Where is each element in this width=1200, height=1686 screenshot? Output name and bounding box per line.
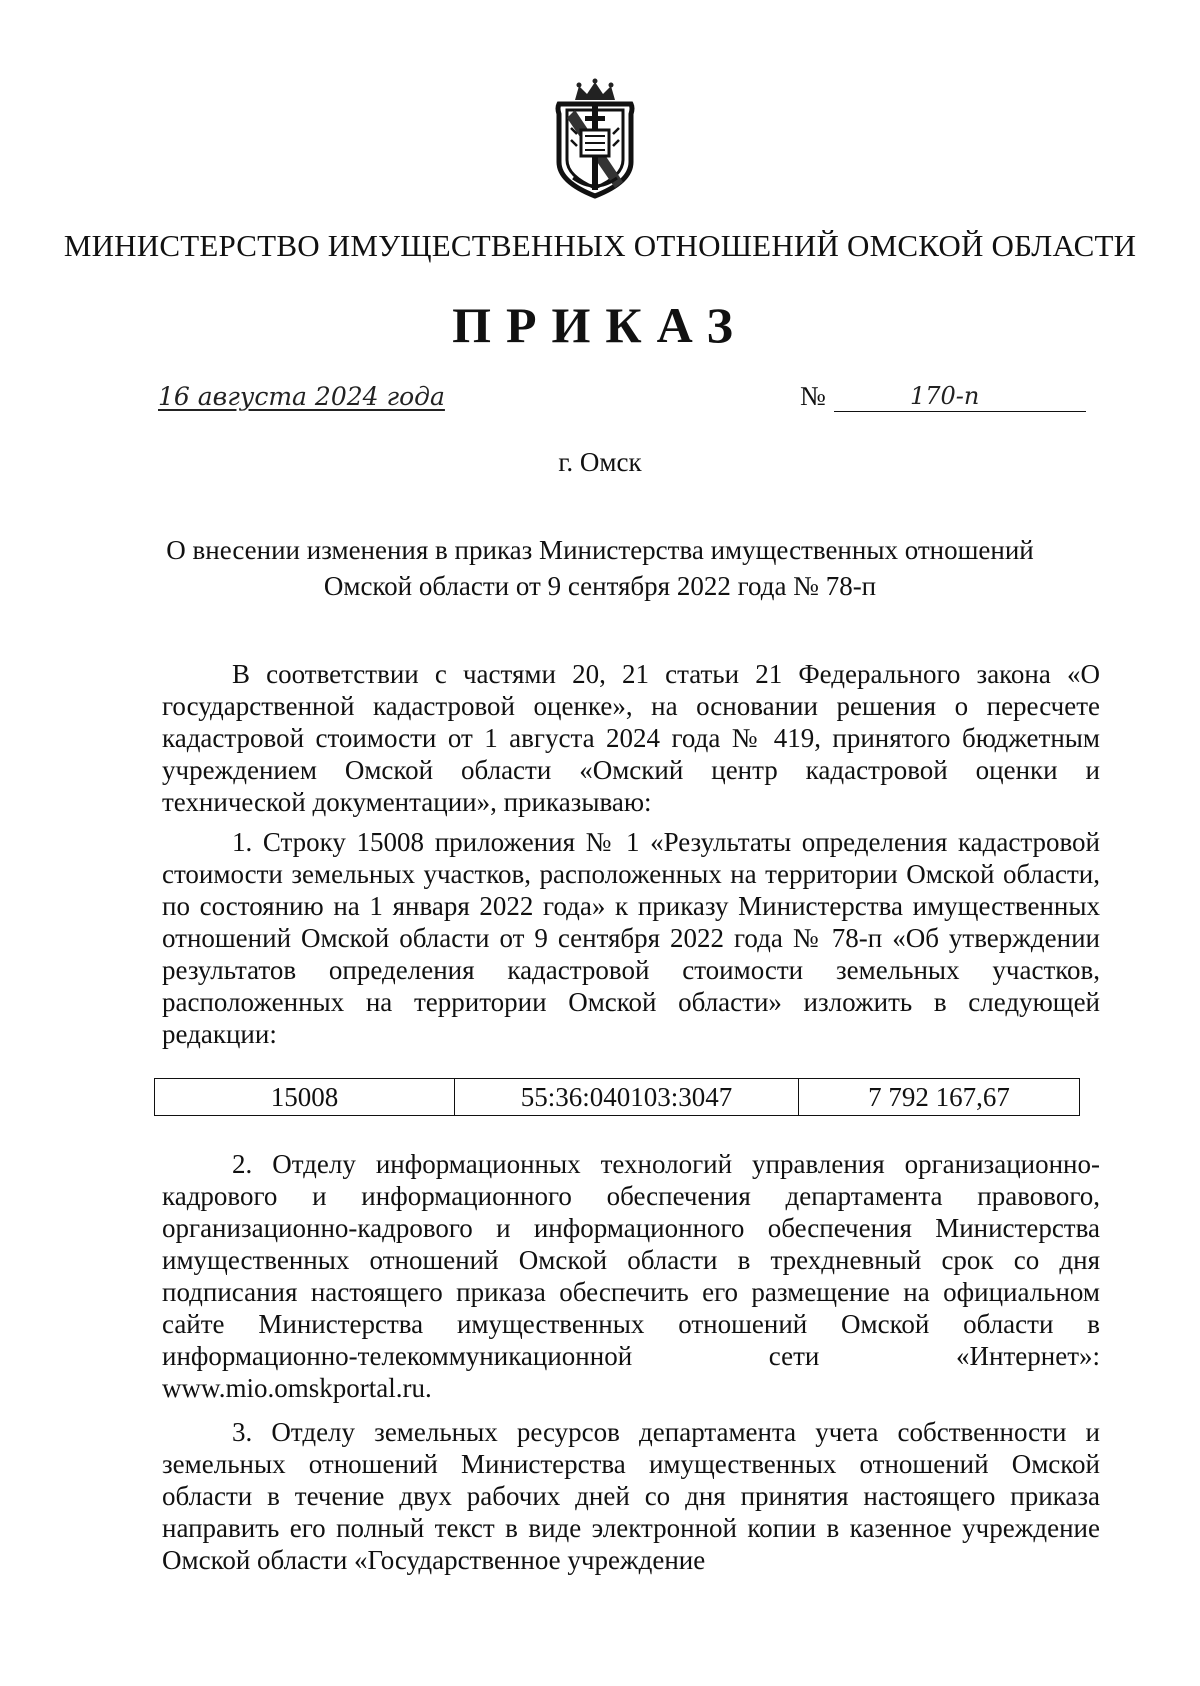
item-1-paragraph: [162, 826, 1100, 1050]
order-date-handwritten: 16 августа 2024 года: [158, 382, 445, 411]
item-3-paragraph: [162, 1416, 1100, 1576]
number-sign: №: [800, 381, 826, 411]
paragraph-text: В соответствии с частями 20, 21 статьи 21 Федерального закона «О государственной кадастровой оценке», на основании решения о пересчете кадастровой стоимости от 1 августа 2024 года № 419, принятого бюджетным учреждением Омской области «Омский центр кадастровой оценки и технической документации», приказываю:: [162, 659, 1100, 817]
order-number-handwritten: 170-п: [910, 382, 980, 410]
item-2-paragraph: [162, 1148, 1100, 1404]
city-name: г. Омск: [558, 447, 642, 477]
cadastral-value-table-row: [154, 1078, 1080, 1116]
paragraph-text: 2. Отделу информационных технологий управления организационно-кадрового и информационного обеспечения департамента правового, организационно-кадрового и информационного обеспечения Министерства имущественных отношений Омской области в трехдневный срок со дня подписания настоящего приказа обеспечить его размещение на официальном сайте Министерства имущественных отношений Омской области в информационно-телекоммуникационной сети «Интернет»: www.mio.omskportal.ru.: [162, 1149, 1100, 1403]
order-number-block: [800, 381, 1086, 417]
paragraph-text: 3. Отделу земельных ресурсов департамента учета собственности и земельных отношений Министерства имущественных отношений Омской области в течение двух рабочих дней со дня принятия настоящего приказа направить его полный текст в виде электронной копии в казенное учреждение Омской области «Государственное учреждение: [162, 1417, 1100, 1575]
subject-line-2: Омской области от 9 сентября 2022 года № 78-п: [323, 571, 877, 601]
number-underline: [834, 411, 1086, 412]
table-cell-cadastral-number: 55:36:040103:3047: [455, 1079, 799, 1115]
table-cell-cadastral-value: 7 792 167,67: [868, 1081, 1010, 1112]
paragraph-text: 1. Строку 15008 приложения № 1 «Результаты определения кадастровой стоимости земельных участков, расположенных на территории Омской области, по состоянию на 1 января 2022 года» к приказу Министерства имущественных отношений Омской области от 9 сентября 2022 года № 78-п «Об утверждении результатов определения кадастровой стоимости земельных участков, расположенных на территории Омской области» изложить в следующей редакции:: [162, 827, 1100, 1049]
ministry-name: МИНИСТЕРСТВО ИМУЩЕСТВЕННЫХ ОТНОШЕНИЙ ОМСКОЙ ОБЛАСТИ: [63, 228, 1137, 263]
document-type-title: ПРИКАЗ: [452, 297, 748, 353]
table-cell-row-number: 15008: [155, 1079, 455, 1115]
preamble-paragraph: [162, 658, 1100, 818]
order-subject: [100, 532, 1100, 604]
omsk-coat-of-arms-emblem: [545, 78, 645, 202]
subject-line-1: О внесении изменения в приказ Министерства имущественных отношений: [166, 535, 1034, 565]
